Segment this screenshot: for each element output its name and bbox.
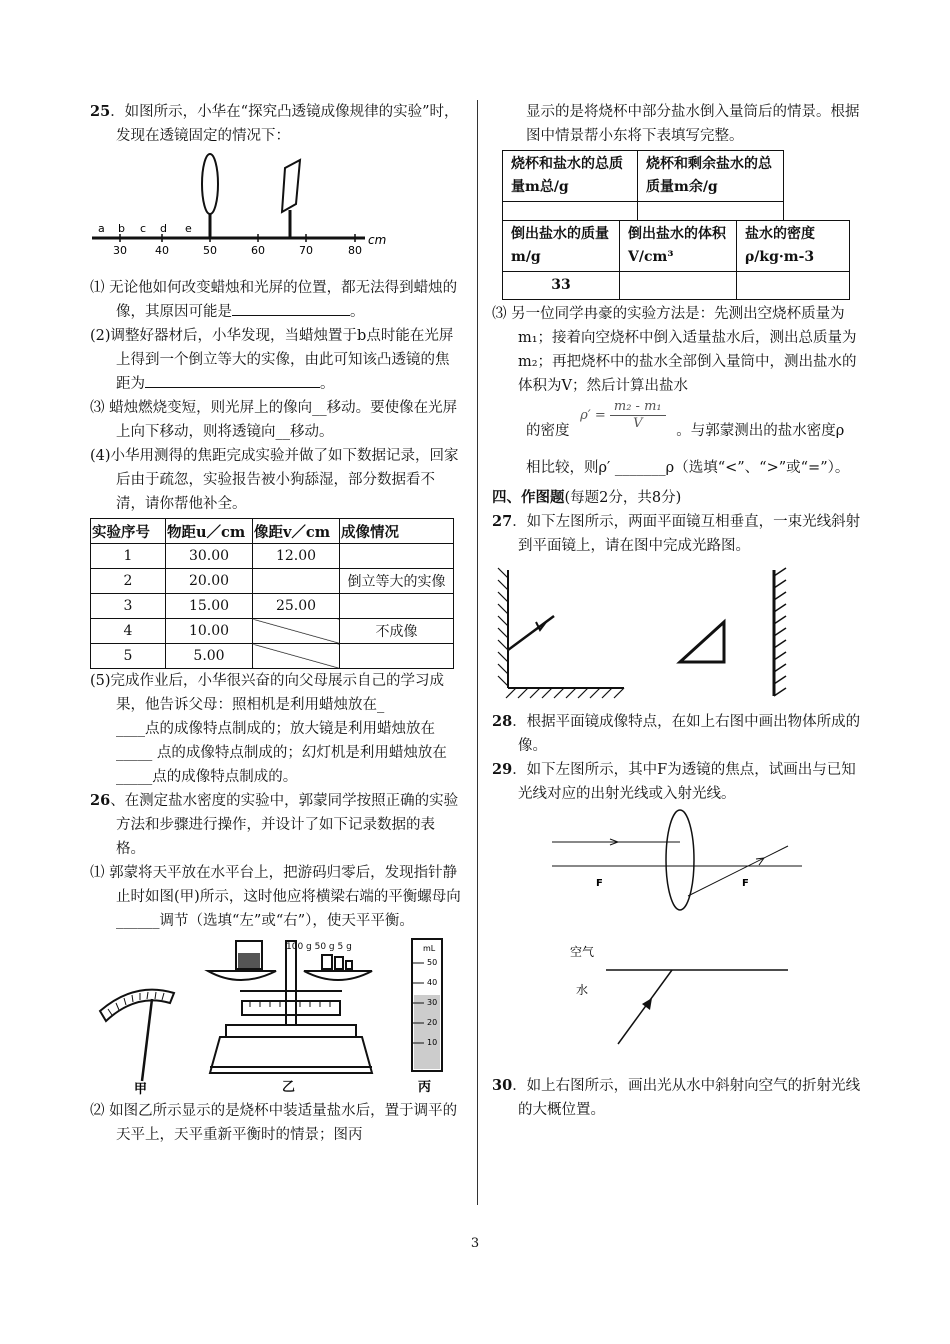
cell-poured-mass: 33 — [503, 272, 620, 300]
label-jia: 甲 — [134, 1082, 148, 1095]
q29-text: 29．如下左图所示，其中F为透镜的焦点，试画出与已知光线对应的出射光线或入射光线。 — [492, 761, 856, 802]
th-poured-mass: 倒出盐水的质量m/g — [503, 221, 620, 272]
density-formula: ρ′ = $\frac{\text{m₂ - m₁}}{V}$ — [580, 399, 666, 432]
cell-total-mass[interactable] — [503, 202, 638, 221]
q25-number: 25 — [90, 103, 111, 120]
balance-figure — [90, 933, 462, 1095]
q30-text: 30．如上右图所示，画出光从水中斜射向空气的折射光线的大概位置。 — [492, 1077, 861, 1118]
pointer-needle — [142, 999, 152, 1081]
weights-label: 100 g 50 g 5 g — [286, 942, 352, 952]
refraction-svg — [492, 932, 862, 1062]
th-image-type: 成像情况 — [340, 519, 454, 544]
tick-60: 60 — [251, 244, 265, 257]
balance — [208, 941, 372, 1095]
point-e: e — [185, 222, 192, 235]
th-remaining-mass: 烧杯和剩余盐水的总质量m余/g — [638, 151, 784, 202]
focal-ray — [688, 846, 788, 896]
tick-50: 50 — [203, 244, 217, 257]
tick-30: 30 — [113, 244, 127, 257]
ml-label: mL — [423, 944, 436, 953]
right-column — [492, 100, 862, 1122]
q25-part1: ⑴ 无论他如何改变蜡烛和光屏的位置，都无法得到蜡烛的像，其原因可能是 。 — [90, 280, 458, 320]
focus-left: F — [596, 878, 603, 889]
incident-ray — [508, 616, 554, 650]
table-row: 4 10.00 不成像 — [91, 619, 454, 644]
th-object-distance: 物距u／cm — [166, 519, 253, 544]
table-row: 2 20.00 倒立等大的实像 — [91, 569, 454, 594]
th-image-distance: 像距v／cm — [253, 519, 340, 544]
q26-part3: ⑶ 另一位同学冉豪的实验方法是：先测出空烧杯质量为m₁；接着向空烧杯中倒入适量盐水后，测出总质量为m₂；再把烧杯中的盐水全部倒入量筒中，测出盐水的体积为V；然后计算出盐水 — [492, 306, 857, 394]
q25-blank2[interactable] — [145, 373, 320, 388]
mirror-figure — [492, 564, 862, 702]
q26-intro: 26、在测定盐水密度的实验中，郭蒙同学按照正确的实验方法和步骤进行操作，并设计了如下记录数据的表格。 — [90, 792, 459, 857]
table-row: 3 15.00 25.00 — [91, 594, 454, 619]
q25-part5: (5)完成作业后，小华很兴奋的向父母展示自己的学习成果，他告诉父母：照相机是利用蜡烛放在_ ____点的成像特点制成的；放大镜是利用蜡烛放在_____ 点的成像特点制成的；幻灯机是利用蜡烛放在_____点的成像特点制成的。 — [90, 673, 447, 785]
table-row: 5 5.00 — [91, 644, 454, 669]
q26-part2-cont: 显示的是将烧杯中部分盐水倒入量筒后的情景。根据图中情景帮小东将下表填写完整。 — [526, 104, 860, 144]
water-ray — [618, 970, 672, 1044]
unit-cm: cm — [368, 233, 387, 247]
label-bing: 丙 — [418, 1080, 432, 1095]
tick-80: 80 — [348, 244, 362, 257]
lens-svg — [492, 806, 862, 918]
q26-compare: 相比较，则ρ′ _______ρ（选填“<”、“>”或“=”）。 — [526, 460, 850, 476]
cell-density[interactable] — [737, 272, 850, 300]
page-number: 3 — [470, 1236, 480, 1251]
tick-40: 40 — [155, 244, 169, 257]
triangle-object — [680, 622, 724, 662]
point-b: b — [118, 222, 125, 235]
label-yi: 乙 — [282, 1080, 296, 1095]
graduated-cylinder — [412, 939, 442, 1095]
left-column — [90, 100, 462, 1147]
point-a: a — [98, 222, 105, 235]
lens-shape — [202, 154, 218, 214]
q25-part4: (4)小华用测得的焦距完成实验并做了如下数据记录，回家后由于疏忽，实验报告被小狗舔湿，部分数据看不清，请你帮他补全。 — [90, 448, 459, 512]
svg-text:40: 40 — [427, 978, 438, 987]
q26-table-bottom — [502, 220, 850, 300]
screen-shape — [282, 160, 300, 212]
svg-text:30: 30 — [427, 998, 438, 1007]
table-header-row — [91, 519, 454, 544]
svg-text:20: 20 — [427, 1018, 438, 1027]
q25-data-table — [90, 518, 454, 669]
balance-svg — [90, 933, 462, 1095]
q25-intro: 25．如图所示，小华在“探究凸透镜成像规律的实验”时，发现在透镜固定的情况下： — [90, 103, 459, 144]
air-label: 空气 — [570, 945, 595, 959]
optical-bench-svg — [90, 148, 462, 258]
q26-formula-line: 的密度 ρ′ = $\frac{\text{m₂ - m₁}}{V}$ 。与郭蒙测出的盐水密度ρ — [526, 398, 845, 439]
slashed-cell — [253, 644, 340, 669]
q26-number: 26 — [90, 792, 111, 809]
svg-text:50: 50 — [427, 958, 438, 967]
slashed-cell — [253, 619, 340, 644]
point-d: d — [160, 222, 167, 235]
section4-title: 四、作图题(每题2分，共8分) — [492, 489, 682, 506]
svg-text:10: 10 — [427, 1038, 438, 1047]
column-divider — [477, 100, 478, 1205]
th-index: 实验序号 — [91, 519, 166, 544]
q26-part2: ⑵ 如图乙所示显示的是烧杯中装适量盐水后，置于调平的天平上，天平重新平衡时的情景；图丙 — [90, 1103, 458, 1143]
q26-table-top — [502, 150, 784, 221]
refraction-figure — [492, 932, 862, 1062]
focus-right: F — [742, 878, 749, 889]
lens-figure — [492, 806, 862, 918]
table-row: 1 30.00 12.00 — [91, 544, 454, 569]
point-c: c — [140, 222, 147, 235]
q28-text: 28．根据平面镜成像特点，在如上右图中画出物体所成的像。 — [492, 713, 861, 754]
q26-part1: ⑴ 郭蒙将天平放在水平台上，把游码归零后，发现指针静止时如图(甲)所示，这时他应将横梁右端的平衡螺母向______调节（选填“左”或“右”），使天平平衡。 — [90, 865, 461, 929]
cell-poured-volume[interactable] — [620, 272, 737, 300]
th-total-mass: 烧杯和盐水的总质量m总/g — [503, 151, 638, 202]
optical-bench-figure — [90, 148, 462, 258]
th-density: 盐水的密度ρ/kg·m-3 — [737, 221, 850, 272]
tick-70: 70 — [299, 244, 313, 257]
q25-part2: (2)调整好器材后，小华发现，当蜡烛置于b点时能在光屏上得到一个倒立等大的实像，由此可知该凸透镜的焦距为 。 — [90, 328, 454, 392]
q25-blank1[interactable] — [232, 301, 350, 316]
th-poured-volume: 倒出盐水的体积V/cm³ — [620, 221, 737, 272]
water-label: 水 — [576, 983, 589, 997]
pointer-dial — [100, 990, 174, 1095]
cell-remaining-mass[interactable] — [638, 202, 784, 221]
q25-part3: ⑶ 蜡烛燃烧变短，则光屏上的像向__移动。要使像在光屏上向下移动，则将透镜向__移动。 — [90, 400, 458, 440]
mirror-svg — [492, 564, 862, 702]
q27-text: 27．如下左图所示，两面平面镜互相垂直，一束光线斜射到平面镜上，请在图中完成光路图。 — [492, 513, 861, 554]
